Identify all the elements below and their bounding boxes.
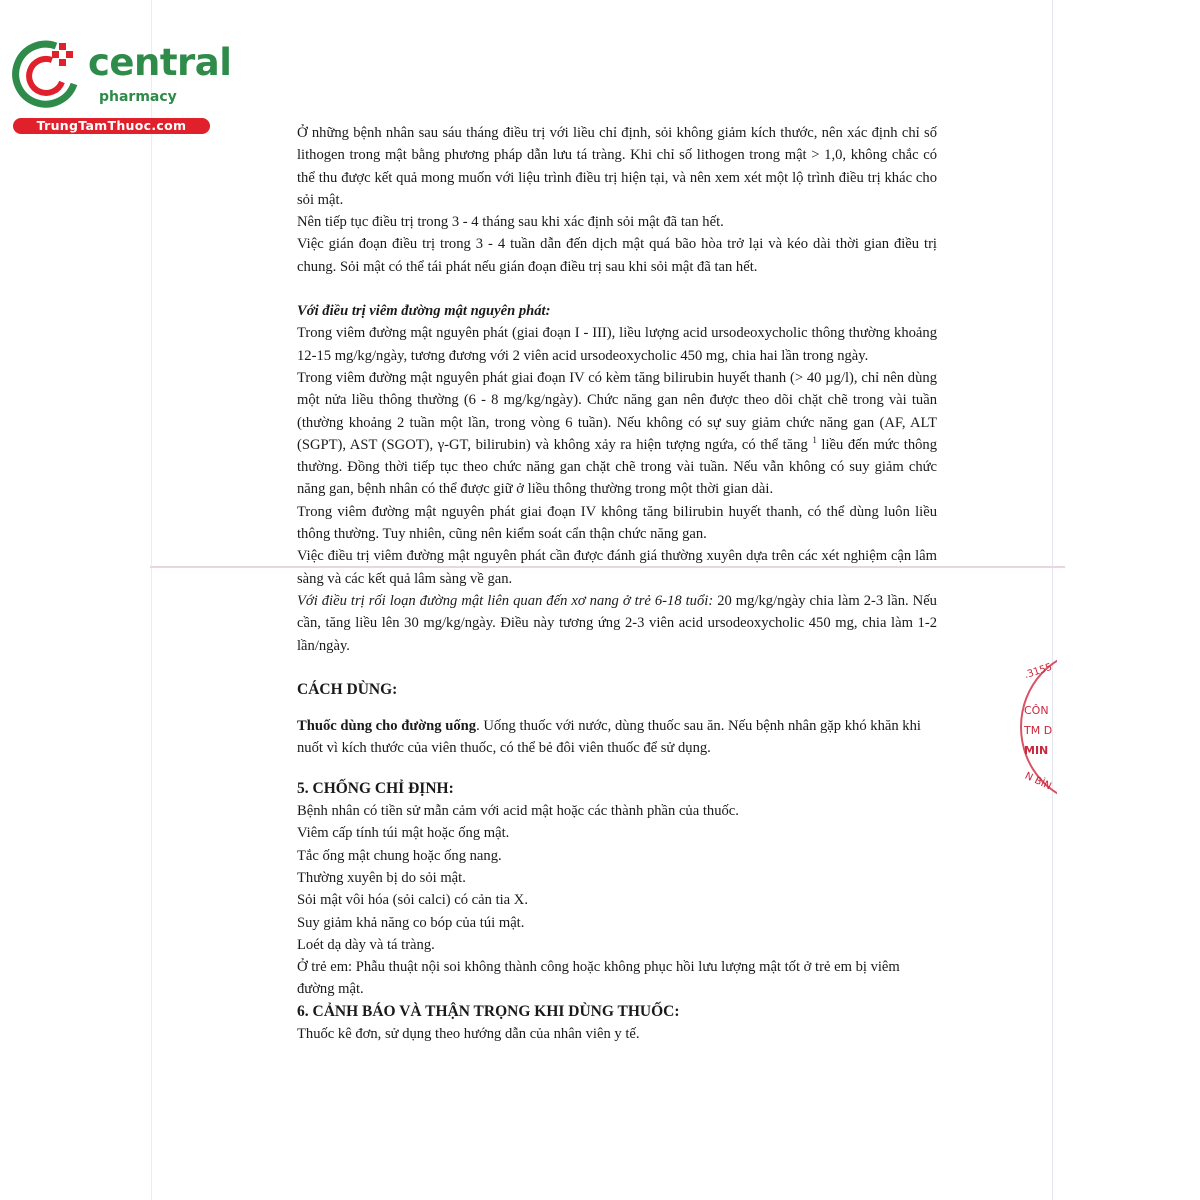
cystic-fibrosis-label: Với điều trị rối loạn đường mật liên quan đến xơ nang ở trẻ 6-18 tuổi: bbox=[297, 592, 714, 609]
contraindication-item: Suy giảm khả năng co bóp của túi mật. bbox=[297, 914, 525, 931]
heading-contraindications: 5. CHỐNG CHỈ ĐỊNH: bbox=[297, 779, 454, 797]
page-edge-right bbox=[1052, 0, 1053, 1200]
paragraph-stage-1-3-dose: Trong viêm đường mật nguyên phát (giai đoạn I - III), liều lượng acid ursodeoxycholic thông thường khoảng 12-15 mg/kg/ngày, tương đương với 2 viên acid ursodeoxycholic 450 mg, chia hai lần trong ngày. bbox=[297, 325, 937, 364]
subheading-primary-cholangitis: Với điều trị viêm đường mật nguyên phát: bbox=[297, 303, 551, 320]
heading-warnings: 6. CẢNH BÁO VÀ THẬN TRỌNG KHI DÙNG THUỐC: bbox=[297, 1002, 680, 1020]
text-run: Trong viêm đường mật nguyên phát giai đoạn IV có kèm tăng bilirubin huyết thanh (> 40 µg/l), chỉ nên dùng một nửa liều thông thường (6 - 8 mg/kg/ngày). Chức năng gan nên được theo dõi chặt chẽ trong vài tuần (thường khoảng 2 tuần một lần, trong vòng 6 tuần). Nếu không có sự suy giảm chức năng gan (AF, ALT (SGPT), AST (SGOT), γ-GT, bilirubin) và không xảy ra hiện tượng ngứa, có thể tăng bbox=[297, 369, 937, 453]
contraindication-item: Bệnh nhân có tiền sử mẫn cảm với acid mật hoặc các thành phần của thuốc. bbox=[297, 803, 739, 820]
paragraph-cystic-fibrosis bbox=[297, 590, 937, 657]
usage-bold-lead: Thuốc dùng cho đường uống bbox=[297, 718, 477, 735]
stamp-text: TM D bbox=[1024, 724, 1053, 737]
logo-subtitle: pharmacy bbox=[99, 89, 177, 105]
page-edge-left bbox=[151, 0, 152, 1200]
contraindication-item: Ở trẻ em: Phẫu thuật nội soi không thành công hoặc không phục hồi lưu lượng mật tốt ở trẻ em bị viêm đường mật. bbox=[297, 959, 900, 998]
paragraph-usage bbox=[297, 715, 937, 760]
contraindication-item: Sỏi mật vôi hóa (sỏi calci) có cản tia X. bbox=[297, 892, 528, 909]
logo-brand-name: central bbox=[88, 41, 232, 84]
logo-site-badge: TrungTamThuoc.com bbox=[13, 118, 210, 134]
footnote-marker: 1 bbox=[812, 435, 817, 445]
paragraph-interruption: Việc gián đoạn điều trị trong 3 - 4 tuần dẫn đến dịch mật quá bão hòa trở lại và kéo dài thời gian điều trị chung. Sỏi mật có thể tái phát nếu gián đoạn điều trị sau khi sỏi mật đã tan hết. bbox=[297, 236, 937, 275]
paragraph-stage-4-bilirubin bbox=[297, 367, 937, 501]
contraindication-item: Thường xuyên bị do sỏi mật. bbox=[297, 869, 466, 886]
heading-usage: CÁCH DÙNG: bbox=[297, 680, 398, 698]
stamp-text: N BÌN bbox=[1022, 770, 1053, 793]
paragraph-continue-treatment: Nên tiếp tục điều trị trong 3 - 4 tháng sau khi xác định sỏi mật đã tan hết. bbox=[297, 214, 724, 231]
central-pharmacy-logo bbox=[10, 38, 232, 138]
text-run: liều đến mức thông thường. Đồng thời tiếp tục theo chức năng gan chặt chẽ trong vài tuần. Nếu vẫn không có suy giảm chức năng gan, bệnh nhân có thể được giữ ở liều thông thường trong một thời gian dài. bbox=[297, 436, 938, 498]
contraindication-item: Tắc ống mật chung hoặc ống nang. bbox=[297, 847, 502, 864]
contraindication-item: Loét dạ dày và tá tràng. bbox=[297, 936, 435, 953]
stamp-text: .3155 bbox=[1023, 661, 1054, 682]
stamp-text: CÔN bbox=[1024, 704, 1049, 717]
stamp-text: MIN bbox=[1024, 744, 1049, 757]
document-body bbox=[297, 122, 937, 1045]
paragraph-warnings: Thuốc kê đơn, sử dụng theo hướng dẫn của nhân viên y tế. bbox=[297, 1025, 640, 1042]
paragraph-regular-evaluation: Việc điều trị viêm đường mật nguyên phát cần được đánh giá thường xuyên dựa trên các xét nghiệm cận lâm sàng và các kết quả lâm sàng về gan. bbox=[297, 548, 937, 587]
paragraph-lithogen: Ở những bệnh nhân sau sáu tháng điều trị với liều chỉ định, sỏi không giảm kích thước, nên xác định chỉ số lithogen trong mật bằng phương pháp dẫn lưu tá tràng. Khi chỉ số lithogen trong mật > 1,0, không chắc có thể thu được kết quả mong muốn với liệu trình điều trị hiện tại, và nên xem xét một lộ trình điều trị khác cho sỏi mật. bbox=[297, 125, 937, 208]
text-run: 20 mg/kg/ngày chia làm 2-3 lần. Nếu cần, tăng liều lên 30 mg/kg/ngày. Điều này tương ứng 2-3 viên acid ursodeoxycholic 450 mg, chia làm 1-2 lần/ngày. bbox=[297, 592, 937, 654]
paragraph-stage-4-no-bilirubin: Trong viêm đường mật nguyên phát giai đoạn IV không tăng bilirubin huyết thanh, có thể dùng luôn liều thông thường. Tuy nhiên, cũng nên kiểm soát cẩn thận chức năng gan. bbox=[297, 503, 937, 543]
pharmacy-cross-ring-icon bbox=[12, 40, 82, 110]
company-stamp-fragment bbox=[1012, 648, 1057, 808]
text-run: . Uống thuốc với nước, dùng thuốc sau ăn. Nếu bệnh nhân gặp khó khăn khi nuốt vì kích thước của viên thuốc, có thể bẻ đôi viên thuốc để sử dụng. bbox=[297, 718, 921, 757]
contraindication-item: Viêm cấp tính túi mật hoặc ống mật. bbox=[297, 825, 510, 842]
